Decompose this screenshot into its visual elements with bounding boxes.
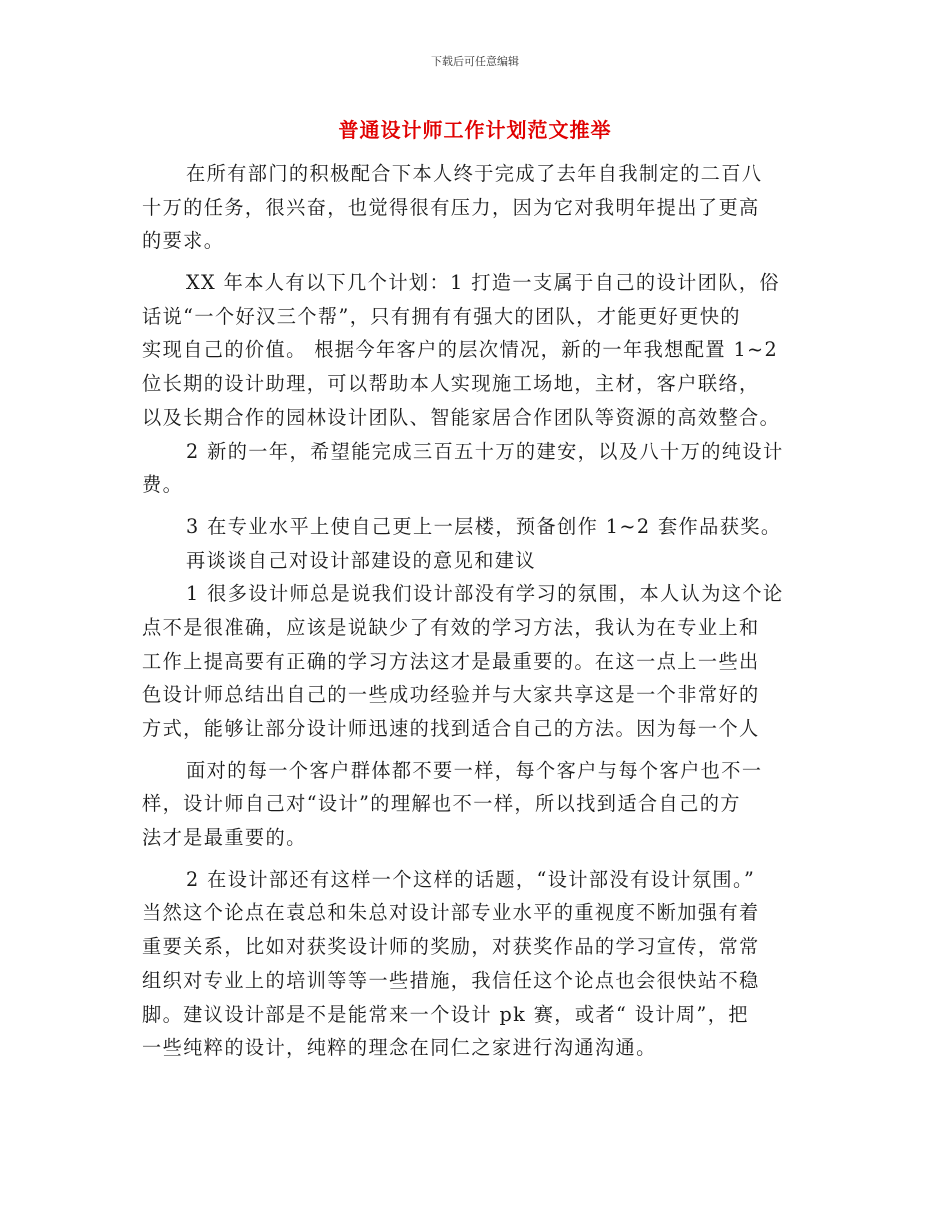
body-text-line: 位长期的设计助理，可以帮助本人实现施工场地，主材，客户联络， (142, 372, 760, 396)
page-header-note: 下载后可任意编辑 (431, 55, 519, 68)
body-text-line: 色设计师总结出自己的一些成功经验并与大家共享这是一个非常好的 (142, 683, 760, 707)
paragraph-gap (142, 855, 822, 863)
body-text-line: 3 在专业水平上使自己更上一层楼，预备创作 1~2 套作品获奖。 (186, 514, 782, 538)
document-title: 普通设计师工作计划范文推举 (338, 118, 612, 142)
body-text-line: 2 新的一年，希望能完成三百五十万的建安，以及八十万的纯设计 (186, 439, 784, 463)
paragraph-gap (142, 258, 822, 266)
body-text-line: 组织对专业上的培训等等一些措施，我信任这个论点也会很快站不稳 (142, 968, 760, 992)
body-text-line: XX 年本人有以下几个计划：1 打造一支属于自己的设计团队，俗 (186, 271, 780, 295)
body-text-line: 方式，能够让部分设计师迅速的找到适合自己的方法。因为每一个人 (142, 717, 760, 740)
body-text-line: 重要关系，比如对获奖设计师的奖励，对获奖作品的学习宣传，常常 (142, 935, 760, 959)
body-text-line: 工作上提高要有正确的学习方法这才是最重要的。在这一点上一些出 (142, 649, 760, 673)
body-text-line: 十万的任务，很兴奋，也觉得很有压力，因为它对我明年提出了更高 (142, 195, 760, 219)
body-text-line: 脚。建议设计部是不是能常来一个设计 pk 赛，或者“ 设计周”，把 (142, 1002, 749, 1026)
body-text-line: 一些纯粹的设计，纯粹的理念在同仁之家进行沟通沟通。 (142, 1036, 657, 1060)
paragraph-gap (142, 502, 822, 510)
body-text-line: 面对的每一个客户群体都不要一样，每个客户与每个客户也不一 (186, 758, 763, 782)
body-text-line: 法才是最重要的。 (142, 826, 307, 850)
document-body (142, 157, 822, 1065)
body-text-line: 的要求。 (142, 229, 225, 253)
body-text-line: 实现自己的价值。 根据今年客户的层次情况，新的一年我想配置 1~2 (142, 338, 779, 362)
body-text-line: 话说“一个好汉三个帮”，只有拥有有强大的团队，才能更好更快的 (142, 304, 741, 328)
body-text-line: 2 在设计部还有这样一个这样的话题，“设计部没有设计氛围。” (186, 867, 756, 891)
body-text-line: 当然这个论点在袁总和朱总对设计部专业水平的重视度不断加强有着 (142, 901, 760, 925)
body-text-line: 费。 (142, 473, 184, 497)
body-text-line: 在所有部门的积极配合下本人终于完成了去年自我制定的二百八 (186, 162, 763, 185)
body-text-line: 以及长期合作的园林设计团队、智能家居合作团队等资源的高效整合。 (142, 405, 781, 429)
body-text-line: 再谈谈自己对设计部建设的意见和建议 (186, 548, 536, 572)
body-text-line: 样，设计师自己对“设计”的理解也不一样，所以找到适合自己的方 (142, 792, 741, 816)
paragraph-gap (142, 746, 822, 754)
body-text-line: 点不是很准确，应该是说缺少了有效的学习方法，我认为在专业上和 (142, 615, 760, 639)
body-text-line: 1 很多设计师总是说我们设计部没有学习的氛围，本人认为这个论 (186, 582, 784, 606)
